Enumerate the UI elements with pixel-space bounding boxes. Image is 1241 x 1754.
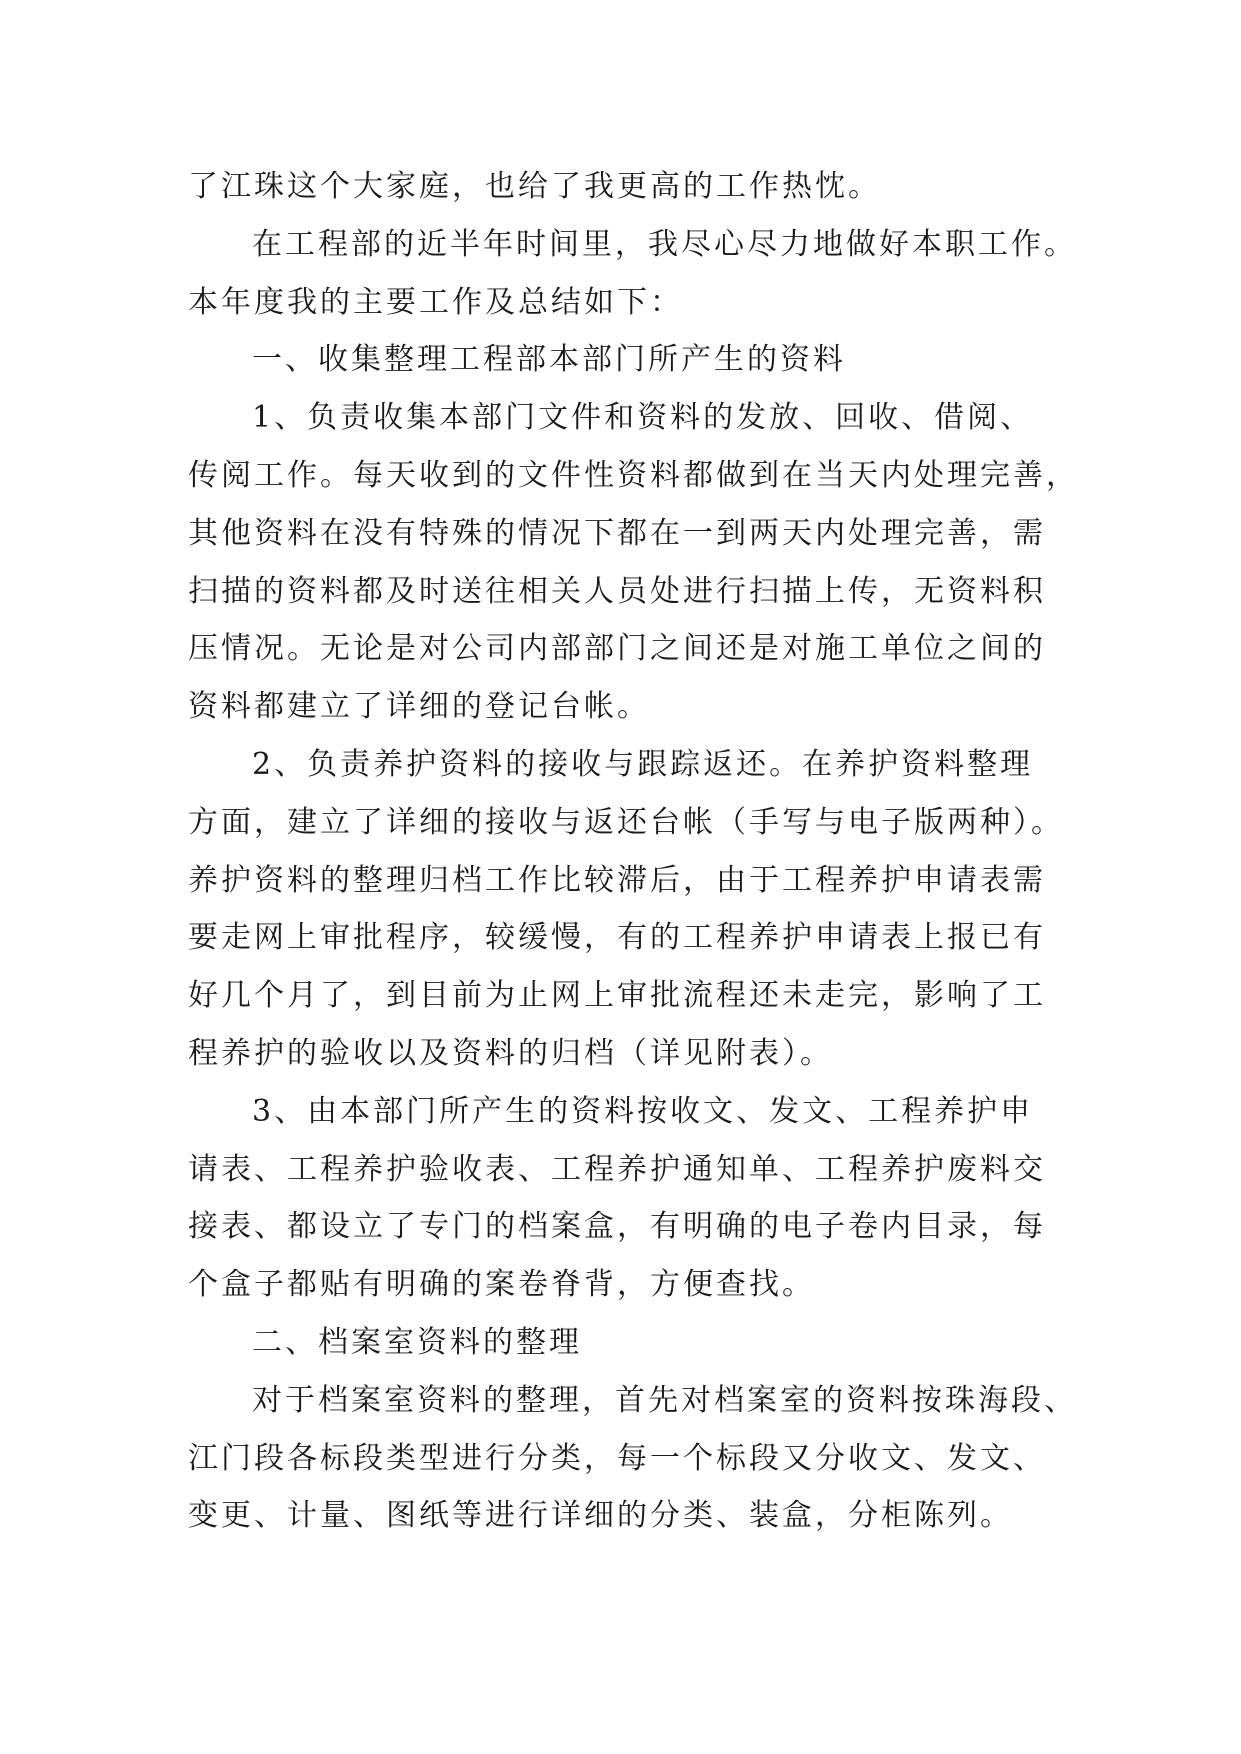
text-line: 扫描的资料都及时送往相关人员处进行扫描上传，无资料积 <box>188 573 1046 609</box>
text-line: 请表、工程养护验收表、工程养护通知单、工程养护废料交 <box>188 1151 1046 1187</box>
text-line: 接表、都设立了专门的档案盒，有明确的电子卷内目录，每 <box>188 1209 1046 1245</box>
text-line: 对于档案室资料的整理，首先对档案室的资料按珠海段、 <box>252 1382 1077 1418</box>
text-line: 要走网上审批程序，较缓慢，有的工程养护申请表上报已有 <box>188 920 1046 956</box>
section-heading: 一、收集整理工程部本部门所产生的资料 <box>252 342 846 378</box>
text-line: 资料都建立了详细的登记台帐。 <box>188 689 650 725</box>
text-line: 了江珠这个大家庭，也给了我更高的工作热忱。 <box>188 169 881 204</box>
text-line: 本年度我的主要工作及总结如下： <box>188 284 683 320</box>
text-line: 个盒子都贴有明确的案卷脊背，方便查找。 <box>188 1267 815 1303</box>
text-line: 2、负责养护资料的接收与跟踪返还。在养护资料整理 <box>252 746 1034 782</box>
text-line: 其他资料在没有特殊的情况下都在一到两天内处理完善，需 <box>188 515 1046 551</box>
text-line: 程养护的验收以及资料的归档（详见附表）。 <box>188 1035 833 1071</box>
text-line: 方面，建立了详细的接收与返还台帐（手写与电子版两种）。 <box>188 804 1064 840</box>
text-line: 变更、计量、图纸等进行详细的分类、装盒，分柜陈列。 <box>188 1498 1013 1534</box>
text-line: 压情况。无论是对公司内部部门之间还是对施工单位之间的 <box>188 631 1046 667</box>
body-text <box>188 158 1088 1545</box>
text-line: 好几个月了，到目前为止网上审批流程还未走完，影响了工 <box>188 978 1046 1014</box>
text-line: 传阅工作。每天收到的文件性资料都做到在当天内处理完善， <box>188 457 1079 493</box>
section-heading: 二、档案室资料的整理 <box>252 1324 582 1360</box>
text-line: 在工程部的近半年时间里，我尽心尽力地做好本职工作。 <box>252 226 1077 262</box>
text-line: 江门段各标段类型进行分类，每一个标段又分收文、发文、 <box>188 1440 1046 1476</box>
text-line: 3、由本部门所产生的资料按收文、发文、工程养护申 <box>252 1093 1034 1129</box>
text-line: 1、负责收集本部门文件和资料的发放、回收、借阅、 <box>252 400 1034 436</box>
text-line: 养护资料的整理归档工作比较滞后，由于工程养护申请表需 <box>188 862 1046 898</box>
